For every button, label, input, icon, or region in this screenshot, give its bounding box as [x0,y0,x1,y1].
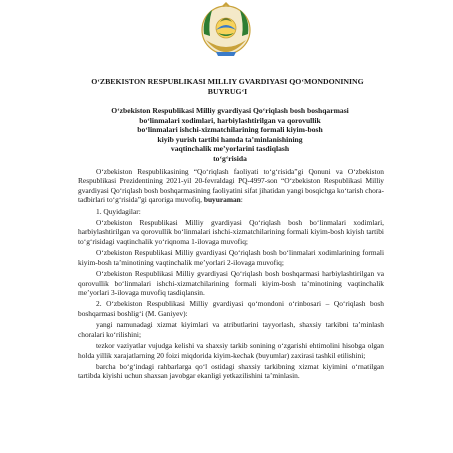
title-line-1: O‘zbekiston Respublikasi Milliy gvardiyasi Qo‘riqlash bosh boshqarmasi [111,106,349,115]
state-emblem-icon [196,0,256,58]
title-line-5: vaqtinchalik me’yorlarini tasdiqlash [170,144,290,154]
item-1-heading: 1. Quyidagilar: [96,206,141,216]
preamble-text: O‘zbekiston Respublikasining “Qo‘riqlash faoliyati to‘g‘risida”gi Qonuni va O‘zbekiston Respublikasi Prezidentining 2021-yil 20-fevraldagi PQ-4997-son “O‘zbekiston Respublikasi Milliy gvardiyasi Qo‘riqlash bosh boshqarmasining faoliyatini sifat jihatidan yangi bosqichga ko‘tarish chora-tadbirlari to‘g‘risida”gi qaroriga muvofiq, [78,167,384,205]
preamble-paragraph [78,167,384,204]
document-title [80,106,380,164]
item-1-b: O‘zbekiston Respublikasi Milliy gvardiyasi Qo‘riqlash bosh bo‘linmalari xodimlarining formali kiyim-bosh ta’minotining vaqtinchalik me’yorlari 2-ilovaga muvofiq; [78,248,384,267]
preamble-keyword: buyuraman [203,195,241,205]
item-1-a: O‘zbekiston Respublikasi Milliy gvardiyasi Qo‘riqlash bosh bo‘linmalari xodimlari, harbiylashtirilgan va qorovullik bo‘linmalari ishchi-xizmatchilarining formali kiyim-bosh kiyish tartibi to‘g‘risidagi vaqtinchalik yo‘riqnoma 1-ilovaga muvofiq; [78,218,384,246]
document-body [78,167,384,383]
preamble-end: : [240,195,243,205]
title-line-4: kiyib yurish tartibi hamda ta’minlanishining [157,134,303,144]
title-line-3: bo‘linmalari ishchi-xizmatchilarining formali kiyim-bosh [137,125,323,135]
document-heading [50,77,405,96]
item-1-c: O‘zbekiston Respublikasi Milliy gvardiyasi Qo‘riqlash bosh boshqarmasi harbiylashtirilgan va qorovullik bo‘linmalari ishchi-xizmatchilarining formali kiyim-bosh ta’minotining vaqtinchalik me’yorlari 3-ilovaga muvofiq tasdiqlansin. [78,269,384,297]
item-2-a: yangi namunadagi xizmat kiyimlari va atributlarini tayyorlash, shaxsiy tarkibni ta’minlash choralari ko‘rilishini; [78,320,384,339]
item-2-b: tezkor vaziyatlar vujudga kelishi va shaxsiy tarkib sonining o‘zgarishi ehtimolini hisobga olgan holda yillik xarajatlarning 20 foizi miqdorida kiyim-kechak (buyumlar) zaxirasi tashkil etilishini; [78,341,384,360]
heading-line-1: O‘ZBEKISTON RESPUBLIKASI MILLIY GVARDIYASI QO‘MONDONINING [91,77,364,86]
title-line-2: bo‘linmalari xodimlari, harbiylashtirilgan va qorovullik [139,115,321,125]
item-2-c: barcha bo‘g‘indagi rahbarlarga qo‘l ostidagi shaxsiy tarkibning xizmat kiyimini o‘rnatilgan tartibda kiyishi uchun shaxsan javobgar ekanligi yetkazilishini ta’minlasin. [78,362,384,381]
title-line-6: to‘g‘risida [213,153,247,163]
item-2: 2. O‘zbekiston Respublikasi Milliy gvardiyasi qo‘mondoni o‘rinbosari – Qo‘riqlash bosh boshqarmasi boshlig‘i (M. Ganiyev): [78,299,384,318]
heading-line-2: BUYRUG‘I [207,86,248,96]
